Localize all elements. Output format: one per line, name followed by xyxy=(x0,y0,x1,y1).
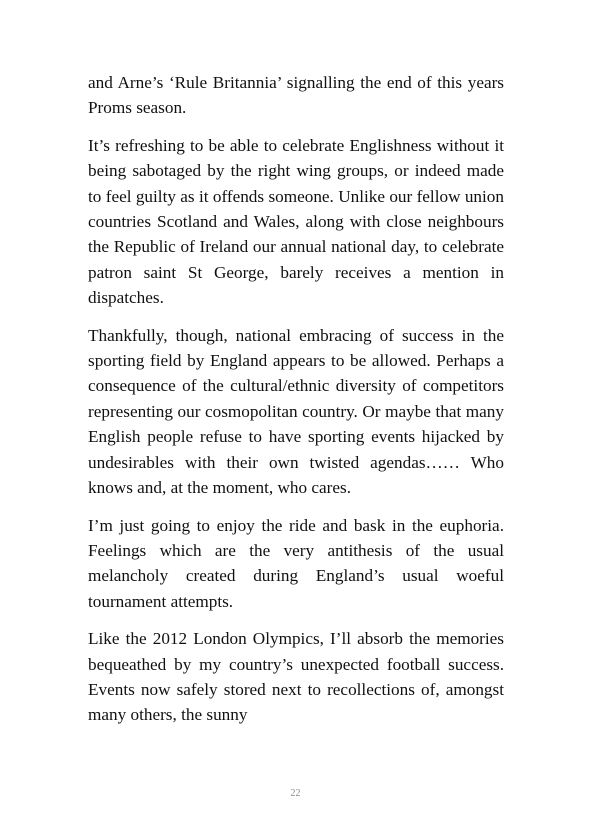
paragraph-2: It’s refreshing to be able to celebrate Englishness without it being sabotaged by the right wing groups, or indeed made to feel guilty as it offends someone. Unlike our fellow union countries Scotland and Wales, along with close neighbours the Republic of Ireland our annual national day, to celebrate patron saint St George, barely receives a mention in dispatches. xyxy=(88,135,504,308)
body-text xyxy=(88,70,504,740)
paragraph-4: I’m just going to enjoy the ride and bask in the euphoria. Feelings which are the very antithesis of the usual melancholy created during England’s usual woeful tournament attempts. xyxy=(88,515,504,611)
page-number: 22 xyxy=(290,788,301,799)
paragraph-5: Like the 2012 London Olympics, I’ll absorb the memories bequeathed by my country’s unexpected football success. Events now safely stored next to recollections of, amongst many others, the sunny xyxy=(88,629,504,725)
paragraph-1: and Arne’s ‘Rule Britannia’ signalling the end of this years Proms season. xyxy=(88,73,504,118)
paragraph-3: Thankfully, though, national embracing of success in the sporting field by England appears to be allowed. Perhaps a consequence of the cultural/ethnic diversity of competitors representing our cosmopolitan country. Or maybe that many English people refuse to have sporting events hijacked by undesirables with their own twisted agendas…… Who knows and, at the moment, who cares. xyxy=(88,325,504,498)
